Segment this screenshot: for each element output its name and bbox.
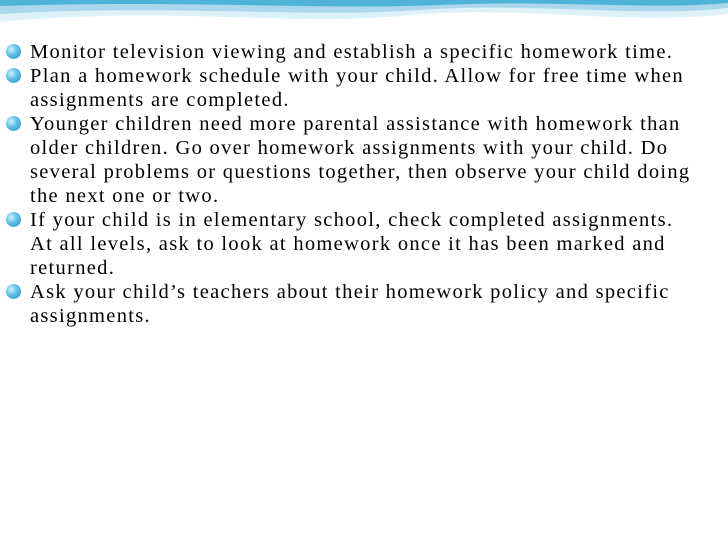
bullet-item [0,64,700,112]
bullet-icon [6,284,21,299]
bullet-icon [6,68,21,83]
bullet-icon [6,116,21,131]
bullet-text: Plan a homework schedule with your child. Allow for free time when assignments are completed. [30,65,684,111]
bullet-text: Younger children need more parental assistance with homework than older children. Go over homework assignments with your child. Do several problems or questions together, then observe your child doing the next one or two. [30,113,691,207]
bullet-item [0,112,700,208]
bullet-text: Monitor television viewing and establish a specific homework time. [30,41,674,63]
bullet-text: Ask your child’s teachers about their homework policy and specific assignments. [30,281,670,327]
bullet-item [0,40,700,64]
bullet-list [0,40,700,328]
bullet-item [0,208,700,280]
decorative-wave-header [0,0,728,40]
bullet-text: If your child is in elementary school, check completed assignments. At all levels, ask to look at homework once it has been marked and returned. [30,209,674,279]
bullet-icon [6,44,21,59]
bullet-icon [6,212,21,227]
bullet-item [0,280,700,328]
